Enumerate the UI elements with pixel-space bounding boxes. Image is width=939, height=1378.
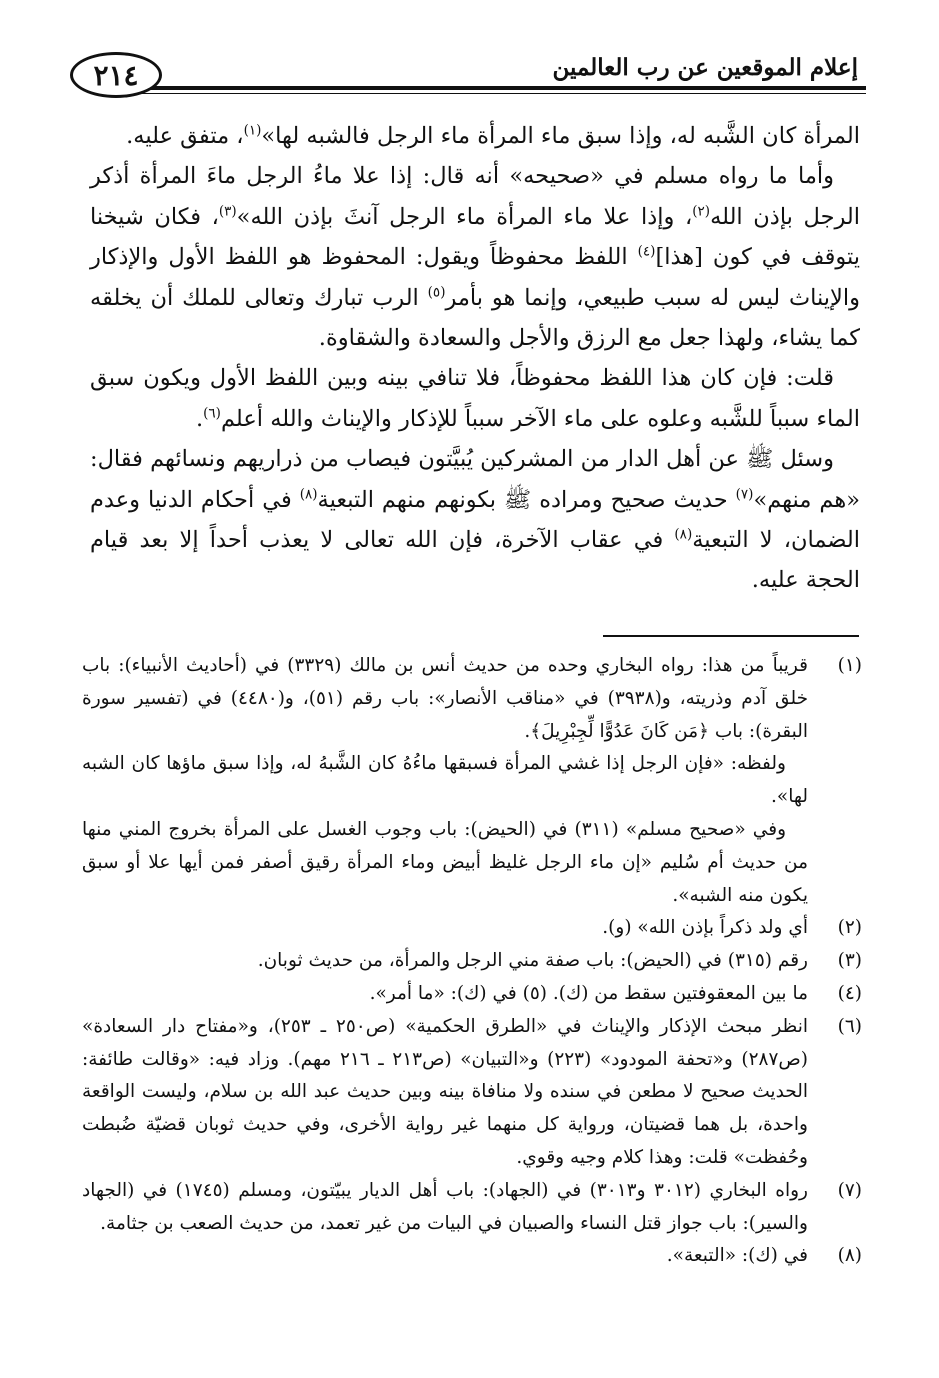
footnote-ref: (٣): [218, 203, 237, 220]
footnote: [82, 650, 862, 912]
footnote-ref: (٨): [299, 486, 318, 503]
body-text: ، وإذا علا ماء المرأة ماء الرجل آنثَ بإذن الله»: [236, 203, 693, 230]
footnote-text: انظر مبحث الإذكار والإيناث في «الطرق الحكمية» (ص٢٥٠ ـ ٢٥٣)، و«مفتاح دار السعادة» (ص٢٨٧) و«تحفة المودود» (٢٢٣) و«التبيان» (ص٢١٣ ـ ٢١٦ مهم). وزاد فيه: «وقالت طائفة: الحديث صحيح لا مطعن في سنده ولا منافاة بينه وبين حديث عبد الله بن سلام، وليست الواقعة واحدة، بل هما قضيتان، ورواية كل منهما غير رواية الأخرى، وفي حديث ثوبان قضيّة ضُبطت وحُفظت» قلت: وهذا كلام وجيه وقوي.: [82, 1015, 809, 1168]
footnote: [82, 1011, 862, 1175]
footnote-ref: (٧): [735, 486, 754, 503]
footnote-text: ما بين المعقوفتين سقط من (ك). (٥) في (ك): «ما أمر».: [369, 982, 808, 1004]
footnote-ref: (٢): [692, 203, 711, 220]
running-title: إعلام الموقعين عن رب العالمين: [552, 54, 858, 81]
footnote-ref: (١): [243, 122, 262, 139]
footnote-text: أي ولد ذكراً بإذن الله» (و).: [602, 917, 808, 939]
footnote-text: رقم (٣١٥) في (الحيض): باب صفة مني الرجل والمرأة، من حديث ثوبان.: [257, 950, 808, 972]
footnote-number: (٧): [837, 1179, 862, 1201]
main-text: [90, 116, 860, 601]
body-text: وأما ما رواه مسلم في «صحيحه» أنه قال: إذا علا ماءُ الرجل ماءَ المرأة أذكر الرجل بإذن الله: [90, 163, 861, 230]
header-rule: [130, 86, 866, 90]
footnote-ref: (٥): [427, 284, 446, 301]
footnote: [82, 1175, 862, 1241]
footnote-number: (٨): [837, 1245, 862, 1267]
body-text: في أحكام الدنيا وعدم الضمان، لا التبعية: [90, 486, 860, 554]
body-text: قلت: فإن كان هذا اللفظ محفوظاً، فلا تنافي بينه وبين اللفظ الأول ويكون سبق الماء سبباً للشَّبه وعلوه على ماء الآخر سبباً للإذكار والإيناث والله أعلم: [90, 365, 860, 432]
footnote: [82, 912, 862, 945]
footnotes: [82, 650, 862, 1273]
body-paragraph: [90, 439, 860, 601]
footnote-text: وفي «صحيح مسلم» (٣١١) في (الحيض): باب وجوب الغسل على المرأة بخروج المني منها من حديث أم سُليم «إن ماء الرجل غليظ أبيض وماء المرأة رقيق أصفر فمن أيها علا أو سبق يكون منه الشبه».: [82, 818, 808, 906]
footnote-number: (٢): [837, 917, 862, 939]
body-paragraph: [90, 358, 860, 439]
footnote-number: (٣): [837, 950, 862, 972]
footnote-separator: [603, 635, 859, 637]
footnote-text: في (ك): «التبعة».: [666, 1245, 808, 1267]
body-text: الرب تبارك وتعالى للملك أن يخلقه كما يشاء، ولهذا جعل مع الرزق والأجل والسعادة والشقاوة.: [90, 284, 860, 352]
footnote: [82, 1240, 862, 1273]
footnote-text: رواه البخاري (٣٠١٢ و٣٠١٣) في (الجهاد): باب أهل الديار يبيّتون، ومسلم (١٧٤٥) في (الجهاد والسير): باب جواز قتل النساء والصبيان في البيات من غير تعمد، من حديث الصعب بن جثامة.: [82, 1179, 808, 1234]
body-paragraph: [90, 156, 860, 358]
body-paragraph: [90, 116, 860, 156]
footnote-number: (٤): [837, 982, 862, 1004]
page-header: [70, 44, 866, 106]
footnote: [82, 978, 862, 1011]
footnote-ref: (٨): [674, 526, 693, 543]
footnote-ref: (٦): [203, 405, 221, 422]
footnote-ref: (٤): [637, 243, 656, 260]
body-text: ، متفق عليه.: [126, 123, 244, 149]
body-text: حديث صحيح ومراده ﷺ بكونهم منهم التبعية: [317, 486, 736, 513]
body-text: المرأة كان الشَّبه له، وإذا سبق ماء المرأة ماء الرجل فالشبه لها»: [261, 123, 860, 149]
body-text: اللفظ محفوظاً ويقول: المحفوظ هو اللفظ الأول والإذكار والإيناث ليس له سبب طبيعي، وإنما هو بأمر: [90, 244, 860, 311]
body-text: وسئل ﷺ عن أهل الدار من المشركين يُبيَّتون فيصاب من ذراريهم ونسائهم فقال: «هم منهم»: [90, 446, 860, 513]
page-number-badge: ٢١٤: [70, 52, 162, 98]
body-text: ، فكان شيخنا يتوقف في كون [هذا]: [90, 203, 860, 271]
body-text: في عقاب الآخرة، فإن الله تعالى لا يعذب أحداً إلا بعد قيام الحجة عليه.: [90, 527, 860, 594]
body-text: .: [195, 405, 204, 432]
footnote-number: (٦): [837, 1015, 862, 1037]
footnote-text: قريباً من هذا: رواه البخاري وحده من حديث أنس بن مالك (٣٣٢٩) في (أحاديث الأنبياء): باب خلق آدم وذريته، و(٣٩٣٨) في «مناقب الأنصار»: باب رقم (٥١)، و(٤٤٨٠) في (تفسير سورة البقرة): باب ﴿مَن كَانَ عَدُوًّا لِّجِبْرِيلَ﴾.: [82, 655, 809, 742]
header-rule-thin: [130, 93, 866, 94]
footnote-text: ولفظه: «فإن الرجل إذا غشي المرأة فسبقها ماءُهُ كان الشَّبهُ له، وإذا سبق ماؤها كان الشبه لها».: [82, 753, 808, 808]
footnote-number: (١): [837, 655, 862, 676]
footnote: [82, 945, 862, 978]
